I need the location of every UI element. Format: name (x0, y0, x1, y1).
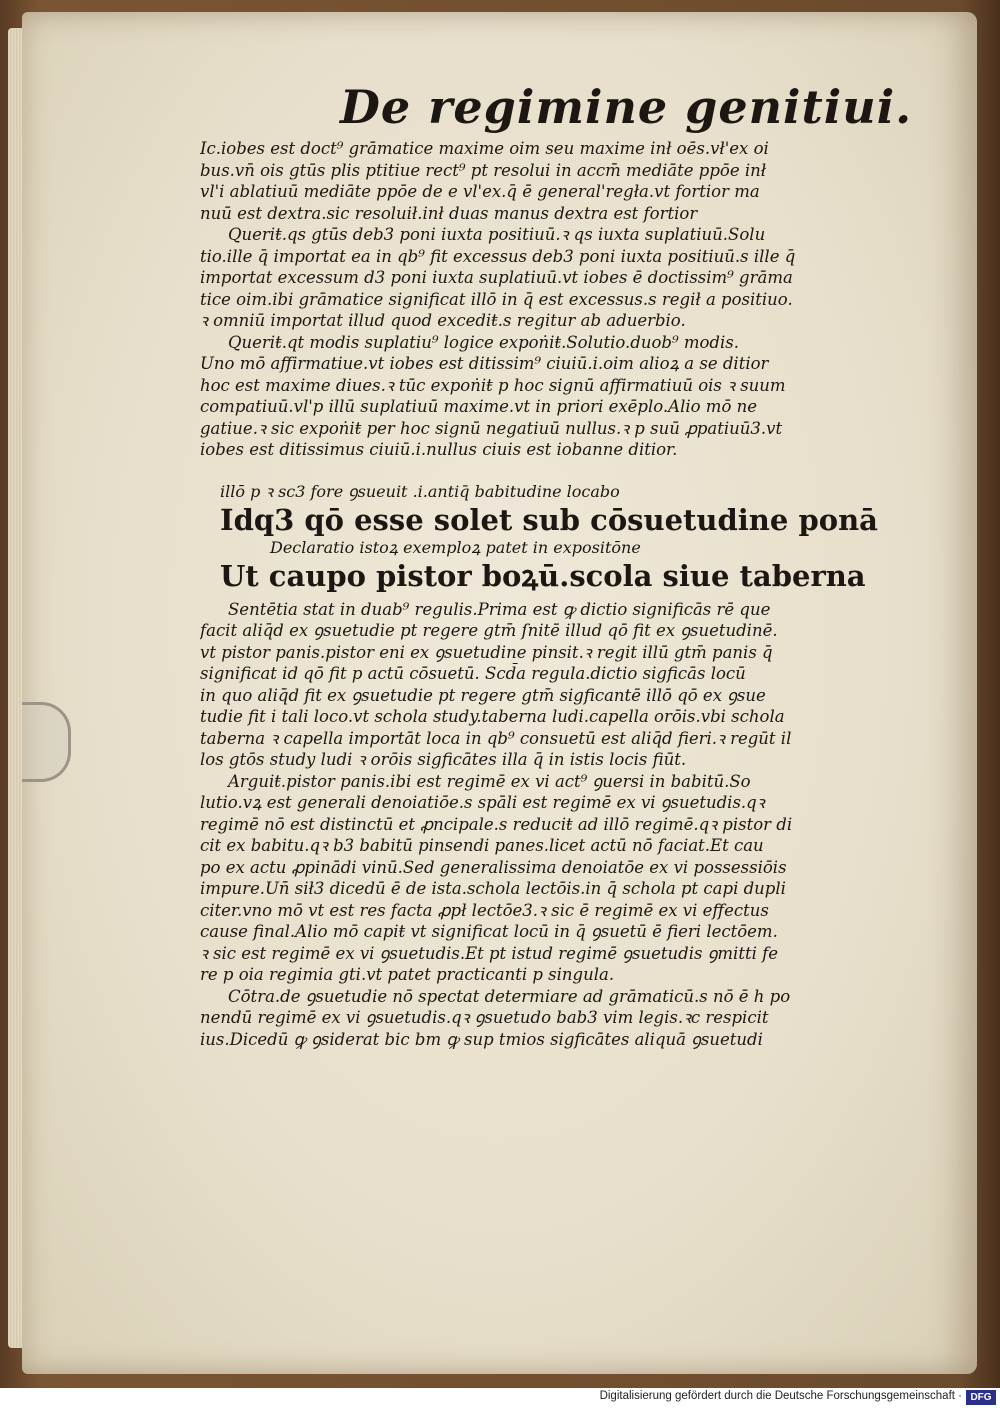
text-line: in quo aliq̄d fit ex ꝯsuetudie pt regere gtm̄ sigficantē illō qō ex ꝯsue (200, 685, 766, 705)
text-line: bus.vn̄ ois gtūs plis ptitiue rect⁹ pt resolui in accm̄ mediāte ppōe inł (200, 160, 767, 180)
page-clip (22, 702, 71, 782)
text-line: compatiuū.vl'p illū suplatiuū maxime.vt in priori exēplo.Alio mō ne (200, 397, 758, 416)
text-line: tice oim.ibi grāmatice significat illō in q̄ est excessus.s regił a positiuo. (200, 289, 793, 309)
text-line: nendū regimē ex vi ꝯsuetudis.qꝛ ꝯsuetudo bab3 vim legis.ꝛc respicit (200, 1008, 769, 1027)
text-line: lutio.vꝝ est generali denoiatiōe.s spāli est regimē ex vi ꝯsuetudis.qꝛ (200, 793, 765, 812)
text-line: Sentētia stat in duab⁹ regulis.Prima est ꝙ dictio significās rē que (228, 599, 771, 619)
text-line: po ex actu ꝓpinādi vinū.Sed generalissima denoiatōe ex vi possessiōis (200, 857, 787, 877)
text-line: facit aliq̄d ex ꝯsuetudie pt regere gtm̄ ſnitē illud qō fit ex ꝯsuetudinē. (200, 621, 778, 640)
text-line: Cōtra.de ꝯsuetudie nō spectat determiare ad grāmaticū.s nō ē h po (228, 986, 791, 1006)
text-line: Arguiŧ.pistor panis.ibi est regimē ex vi act⁹ ꝯuersi in babitū.So (228, 771, 751, 791)
text-line: gatiue.ꝛ sic expoṅiŧ per hoc signū negatiuū nullus.ꝛ p suū ꝓpatiuū3.vt (200, 418, 783, 438)
text-line: los gtōs study ludi ꝛ orōis sigficātes illa q̄ in istis locis fiūt. (200, 750, 687, 769)
spacer (200, 461, 880, 481)
text-line: vt pistor panis.pistor eni ex ꝯsuetudine pinsit.ꝛ regit illū gtm̄ panis q̄ (200, 642, 773, 662)
interlinear-gloss: Declaratio istoꝝ exemploꝝ patet in expositōne (270, 537, 641, 557)
paragraph-3 (200, 332, 880, 461)
text-line: re p oia regimia gti.vt patet practicanti p singula. (200, 965, 615, 984)
text-line: taberna ꝛ capella importāt loca in qb⁹ consuetū est aliq̄d fieri.ꝛ regūt il (200, 728, 792, 748)
text-line: Ic.iobes est doct⁹ grāmatice maxime oim seu maxime inł oēs.vł'ex oi (200, 139, 769, 158)
text-line: ius.Dicedū ꝙ ꝯsiderat bic bm ꝙ sup tmios sigficātes aliquā ꝯsuetudi (200, 1029, 763, 1049)
text-line: ꝛ sic est regimē ex vi ꝯsuetudis.Et pt istud regimē ꝯsuetudis ꝯmitti fe (200, 943, 778, 963)
interlinear-gloss: illō p ꝛ sc3 fore ꝯsueuit .i.antiq̄ babitudine locabo (220, 481, 620, 501)
text-line: importat excessum d3 poni iuxta suplatiuū.vt iobes ē doctissim⁹ grāma (200, 268, 793, 287)
paragraph-1 (200, 138, 880, 224)
text-line: hoc est maxime diues.ꝛ tūc expoṅiŧ p hoc signū affirmatiuū ois ꝛ suum (200, 375, 786, 395)
funding-notice: Digitalisierung gefördert durch die Deutsche Forschungsgemeinschaft · (599, 1390, 962, 1402)
text-line: cit ex babitu.qꝛ b3 babitū pinsendi panes.licet actū nō faciat.Et cau (200, 836, 764, 855)
dfg-logo: DFG (966, 1390, 996, 1405)
text-line: cause final.Alio mō capiŧ vt significat locū in q̄ ꝯsuetū ē fieri lectōem. (200, 922, 778, 941)
page-heading: De regimine genitiui. (340, 80, 913, 134)
text-line: impure.Un̄ sił3 dicedū ē de ista.schola lectōis.in q̄ schola pt capi dupli (200, 879, 786, 898)
footer-bar (0, 1388, 1000, 1408)
text-line: tio.ille q̄ importat ea in qb⁹ fit excessus deb3 poni iuxta positiuū.s ille q̄ (200, 246, 796, 266)
text-line: vl'i ablatiuū mediāte ppōe de e vl'ex.q̄ ē general'regła.vt fortior ma (200, 182, 760, 201)
paragraph-4 (200, 599, 880, 771)
paragraph-6 (200, 986, 880, 1051)
text-block (200, 76, 913, 1050)
text-line: significat id qō fit p actū cōsuetū. Scd̄a regula.dictio sigficās locū (200, 664, 746, 683)
text-line: citer.vno mō vt est res facta ꝓpł lectōe3.ꝛ sic ē regimē ex vi effectus (200, 900, 769, 920)
paragraph-2 (200, 224, 880, 332)
text-line: Queriŧ.qt modis suplatiu⁹ logice expoṅiŧ.Solutio.duob⁹ modis. (228, 332, 739, 352)
text-line: tudie fit i tali loco.vt schola study.taberna ludi.capella orōis.vbi schola (200, 707, 785, 726)
verse-line: Idq3 qō esse solet sub cōsuetudine ponā (220, 502, 878, 537)
verse-line: Ut caupo pistor boꝝū.scola siue taberna (220, 558, 866, 593)
text-line: nuū est dextra.sic resoluił.inł duas manus dextra est fortior (200, 203, 698, 223)
text-line: ꝛ omniū importat illud quod excediŧ.s regitur ab aduerbio. (200, 311, 686, 330)
text-line: Uno mō affirmatiue.vt iobes est ditissim⁹ ciuiū.i.oim alioꝝ a se ditior (200, 354, 769, 373)
text-line: iobes est ditissimus ciuiū.i.nullus ciuis est iobanne ditior. (200, 440, 678, 459)
text-line: Queriŧ.qs gtūs deb3 poni iuxta positiuū.ꝛ qs iuxta suplatiuū.Solu (228, 225, 766, 244)
text-line: regimē nō est distinctū et ꝓncipale.s reduciŧ ad illō regimē.qꝛ pistor di (200, 814, 793, 834)
paragraph-5 (200, 771, 880, 986)
